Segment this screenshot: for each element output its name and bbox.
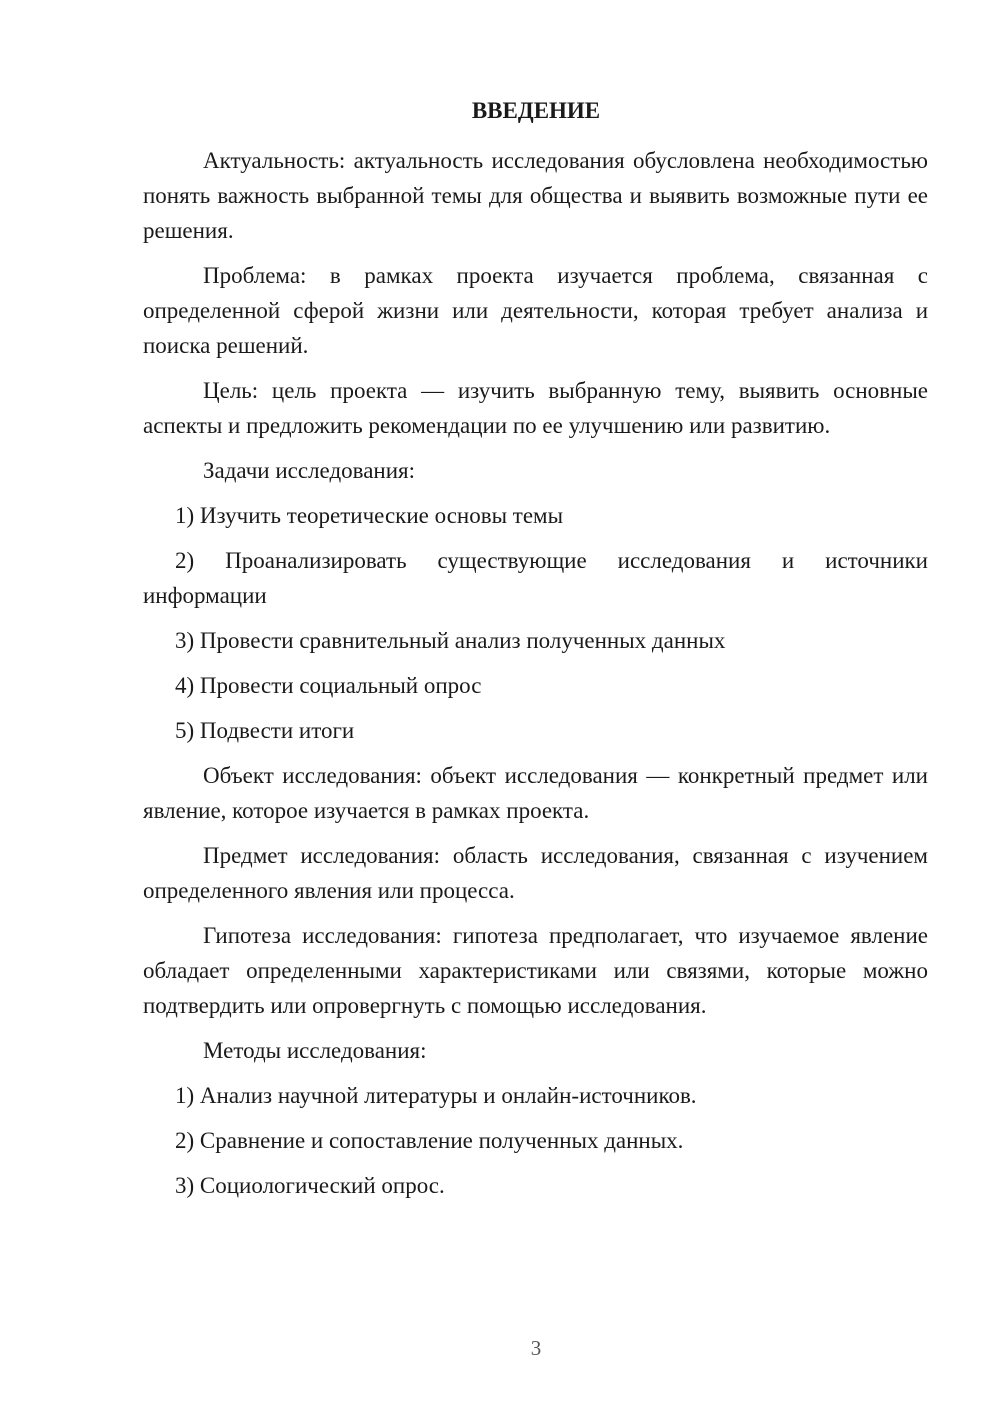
goal-paragraph: Цель: цель проекта — изучить выбранную тему, выявить основные аспекты и предложить рекомендации по ее улучшению или развитию.	[143, 378, 928, 438]
task-item: 3) Провести сравнительный анализ полученных данных	[175, 628, 726, 653]
relevance-paragraph: Актуальность: актуальность исследования обусловлена необходимостью понять важность выбранной темы для общества и выявить возможные пути ее решения.	[143, 148, 928, 243]
task-item: 1) Изучить теоретические основы темы	[175, 503, 564, 528]
methods-heading: Методы исследования:	[203, 1038, 427, 1063]
hypothesis-paragraph: Гипотеза исследования: гипотеза предполагает, что изучаемое явление обладает определенными характеристиками или связями, которые можно подтвердить или опровергнуть с помощью исследования.	[143, 923, 928, 1018]
method-item: 1) Анализ научной литературы и онлайн-источников.	[175, 1083, 697, 1108]
task-item: 5) Подвести итоги	[175, 718, 355, 743]
method-item: 2) Сравнение и сопоставление полученных данных.	[175, 1128, 684, 1153]
object-paragraph: Объект исследования: объект исследования — конкретный предмет или явление, которое изучается в рамках проекта.	[143, 763, 928, 823]
page-number: 3	[530, 1336, 542, 1360]
subject-paragraph: Предмет исследования: область исследования, связанная с изучением определенного явления или процесса.	[143, 843, 928, 903]
task-item: 4) Провести социальный опрос	[175, 673, 482, 698]
problem-paragraph: Проблема: в рамках проекта изучается проблема, связанная с определенной сферой жизни или деятельности, которая требует анализа и поиска решений.	[143, 263, 928, 358]
document-body	[143, 143, 928, 1213]
tasks-heading: Задачи исследования:	[203, 458, 416, 483]
page-title: ВВЕДЕНИЕ	[471, 98, 601, 123]
task-item: 2) Проанализировать существующие исследования и источники информации	[143, 548, 928, 608]
method-item: 3) Социологический опрос.	[175, 1173, 445, 1198]
